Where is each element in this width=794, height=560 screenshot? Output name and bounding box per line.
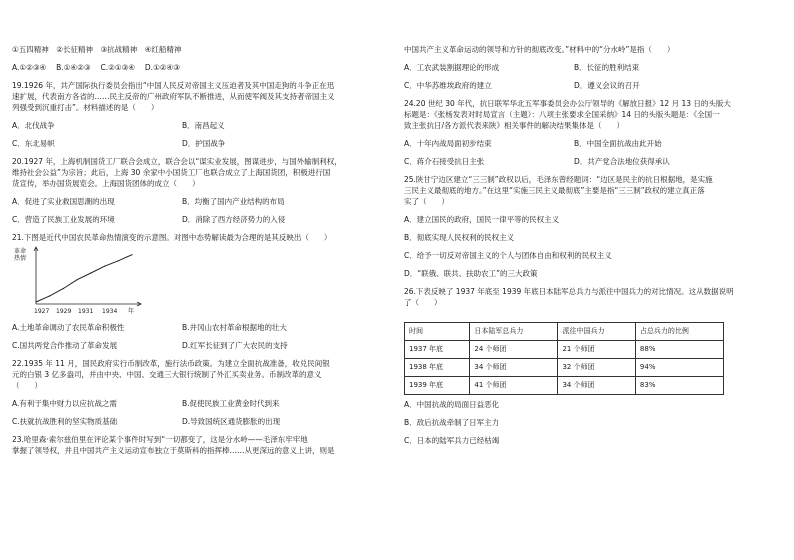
q19-option-b: B．南昌起义 [182, 121, 225, 130]
q19-options-row-1 [12, 120, 374, 131]
q20-option-a: A．促进了实业救国思潮的出现 [12, 197, 115, 206]
q25-option-a: A．建立国民的政府，国民一律平等的民权主义 [404, 215, 560, 224]
q20-line-3: 货宣传，举办国货展览会。上海国货团体的成立（ ） [12, 179, 200, 188]
table-cell: 1937 年底 [405, 341, 470, 359]
table-cell: 1938 年底 [405, 359, 470, 377]
table-cell: 88% [635, 341, 723, 359]
q22-option-a: A.有利于集中财力以应抗战之需 [12, 399, 117, 408]
q22-options-row-2 [12, 416, 374, 427]
q24-option-b: B．中国全面抗战由此开始 [574, 139, 662, 148]
q21-option-b: B.井冈山农村革命根据地的壮大 [182, 323, 288, 332]
q23-line-1: 23.哈里森·索尔兹伯里在评论某个事件时写到“一切都变了，这是分水岭——毛泽东牢牢地 [12, 435, 308, 444]
q26-option-c: C．日本的陆军兵力已经枯竭 [404, 436, 500, 445]
q23-continued: 中国共产主义革命运动的领导和方针的彻底改变。”材料中的“分水岭”是指（ ） [404, 45, 675, 54]
table-header: 日本陆军总兵力 [470, 323, 558, 341]
troop-strength-table [404, 322, 724, 395]
chart-point [77, 279, 78, 280]
q21-options-row-2 [12, 340, 374, 351]
q22-line-3: （ ） [12, 381, 42, 390]
chart-point [49, 295, 50, 296]
chart-point [104, 266, 105, 267]
question-21 [12, 232, 374, 351]
table-row [405, 341, 724, 359]
chart-point [131, 254, 132, 255]
q25-line-3: 实了（ ） [404, 197, 449, 206]
q22-line-1: 22.1935 年 11 月，国民政府实行币制改革，施行法币政策。为建立全面抗战准备，收兑民间银 [12, 359, 330, 368]
chart-series-line [36, 255, 132, 302]
q23-line-2: 掌握了领导权，并且中国共产主义运动宣布独立于莫斯科的指挥棒……从更深远的意义上讲，则是 [12, 446, 335, 455]
q19-option-d: D．护国战争 [182, 139, 226, 148]
q24-option-c: C．蒋介石接受抗日主张 [404, 157, 485, 166]
q23-option-b: B．长征的胜利结束 [574, 63, 640, 72]
right-column [404, 0, 766, 446]
left-column [12, 0, 374, 456]
q23-options-row-2 [404, 80, 766, 91]
q19-line-2: 速扩展，代表南方各省的……民主反帝的广州政府军队不断推进，从而使军阀及其支持者帝国主义 [12, 92, 335, 101]
q22-option-d: D.导致国统区通货膨胀的出现 [182, 417, 281, 426]
choice-d: D.①②④③ [144, 63, 180, 72]
choice-a: A.①②③④ [12, 63, 47, 72]
q23-option-c: C．中华苏维埃政府的建立 [404, 81, 492, 90]
q22-option-b: B.促使民族工业黄金时代到来 [182, 399, 280, 408]
table-cell: 34 个师团 [558, 377, 635, 395]
q20-option-c: C．营造了民族工业发展的环境 [12, 215, 115, 224]
question-24 [404, 98, 766, 167]
q19-line-3: 列强受到沉重打击”。材料描述的是（ ） [12, 103, 159, 112]
table-cell: 41 个师团 [470, 377, 558, 395]
q24-option-d: D．共产党合法地位获得承认 [574, 157, 670, 166]
q23-options-row-1 [404, 62, 766, 73]
choice-b: B.①④②③ [56, 63, 91, 72]
table-cell: 32 个师团 [558, 359, 635, 377]
q24-options-row-2 [404, 156, 766, 167]
chart-point [63, 288, 64, 289]
q24-line-2: 标题是：《张杨发表对时局宣言（主题）：八项主张要求全国采纳》14 日的头版头题是：《全国一 [404, 110, 720, 119]
chart-point [90, 272, 91, 273]
revolution-enthusiasm-chart [14, 246, 150, 318]
chart-point [118, 260, 119, 261]
q22-option-c: C.扶就抗战胜利的坚实物质基础 [12, 417, 118, 426]
question-19 [12, 80, 374, 149]
q20-option-b: B．均衡了国内产业结构的布局 [182, 197, 285, 206]
q22-options-row-1 [12, 398, 374, 409]
q21-option-d: D.红军长征到了广大农民的支持 [182, 341, 288, 350]
table-cell: 24 个师团 [470, 341, 558, 359]
chart-tick-1931: 1931 [78, 308, 94, 315]
question-20 [12, 156, 374, 225]
q21-option-c: C.国共两党合作推动了革命发展 [12, 341, 118, 350]
prev-question-options-line: ①五四精神 ②长征精神 ③抗战精神 ④红船精神 [12, 45, 182, 54]
q20-option-d: D．消除了西方经济势力的入侵 [182, 215, 286, 224]
q24-options-row-1 [404, 138, 766, 149]
chart-tick-1934: 1934 [102, 308, 118, 315]
table-header: 时间 [405, 323, 470, 341]
table-header: 派往中国兵力 [558, 323, 635, 341]
chart-point [35, 301, 36, 302]
chart-y-label: 革命热情 [14, 248, 27, 262]
chart-tick-1929: 1929 [56, 308, 72, 315]
q25-option-c: C．给予一切反对帝国主义的个人与团体自由和权利的民权主义 [404, 251, 612, 260]
table-cell: 83% [635, 377, 723, 395]
q20-line-2: 维持社会公益”为宗旨；此后，上海 30 余家中小国货工厂也联合成立了上海国货团，积极进行国 [12, 168, 331, 177]
q23-option-d: D．遵义会议的召开 [574, 81, 640, 90]
table-header: 占总兵力的比例 [635, 323, 723, 341]
q26-option-a: A．中国抗战的局面日益恶化 [404, 400, 500, 409]
q24-line-1: 24.20 世纪 30 年代，抗日联军华北五军事委员会办公厅领导的《解放日报》12 月 13 日的头版大 [404, 99, 731, 108]
q21-options-row-1 [12, 322, 374, 333]
question-23-start [12, 434, 374, 456]
table-cell: 21 个师团 [558, 341, 635, 359]
q21-stem: 21.下图是近代中国农民革命热情演变的示意图。对图中态势解读最为合理的是其反映出（ ） [12, 233, 332, 242]
q25-option-d: D．“联俄、联共、扶助农工”的三大政策 [404, 269, 538, 278]
q19-option-a: A．北伐战争 [12, 121, 55, 130]
q25-line-2: 三民主义最彻底的地方。”在这里“实施三民主义最彻底”主要是指“三三制”政权的建立真正落 [404, 186, 705, 195]
q26-option-b: B．敌后抗战牵制了日军主力 [404, 418, 500, 427]
table-row [405, 377, 724, 395]
question-26 [404, 286, 766, 446]
table-row [405, 359, 724, 377]
q19-option-c: C．东北易帜 [12, 139, 55, 148]
q24-option-a: A．十年内战局面初步结束 [404, 139, 492, 148]
q23-option-a: A．工农武装割据理论的形成 [404, 63, 500, 72]
table-cell: 1939 年底 [405, 377, 470, 395]
question-25 [404, 174, 766, 279]
q20-options-row-2 [12, 214, 374, 225]
q19-options-row-2 [12, 138, 374, 149]
q22-line-2: 元的白银 3 亿多盎司，并由中央、中国、交通三大银行统制了外汇买卖业务。币制改革的意义 [12, 370, 322, 379]
table-header-row [405, 323, 724, 341]
q25-line-1: 25.陕甘宁边区建立“三三制”政权以后，毛泽东曾经题词：“边区是民主的抗日根据地，是实施 [404, 175, 713, 184]
q20-line-1: 20.1927 年，上海机制国货工厂联合会成立，联合会以“谋实业发展，图谋进步，与国外输制利权， [12, 157, 342, 166]
chart-x-label: 年 [128, 308, 135, 315]
q26-line-1: 26.下表反映了 1937 年底至 1939 年底日本陆军总兵力与派往中国兵力的对比情况。这从数据说明 [404, 287, 734, 296]
q21-option-a: A.土地革命调动了农民革命积极性 [12, 323, 125, 332]
q26-line-2: 了（ ） [404, 298, 442, 307]
q20-options-row-1 [12, 196, 374, 207]
chart-tick-1927: 1927 [34, 308, 50, 315]
q25-option-b: B．彻底实现人民权利的民权主义 [404, 233, 515, 242]
choice-c: C.②①③④ [100, 63, 136, 72]
q19-line-1: 19.1926 年，共产国际执行委员会指出“中国人民反对帝国主义压迫者及其中国走狗的斗争正在迅 [12, 81, 335, 90]
q24-line-3: 致主张抗日/各方派代表来陕》相关事件的解决结果集体是（ ） [404, 121, 625, 130]
prev-question-choices [12, 62, 374, 73]
table-cell: 94% [635, 359, 723, 377]
question-22 [12, 358, 374, 427]
table-cell: 34 个师团 [470, 359, 558, 377]
